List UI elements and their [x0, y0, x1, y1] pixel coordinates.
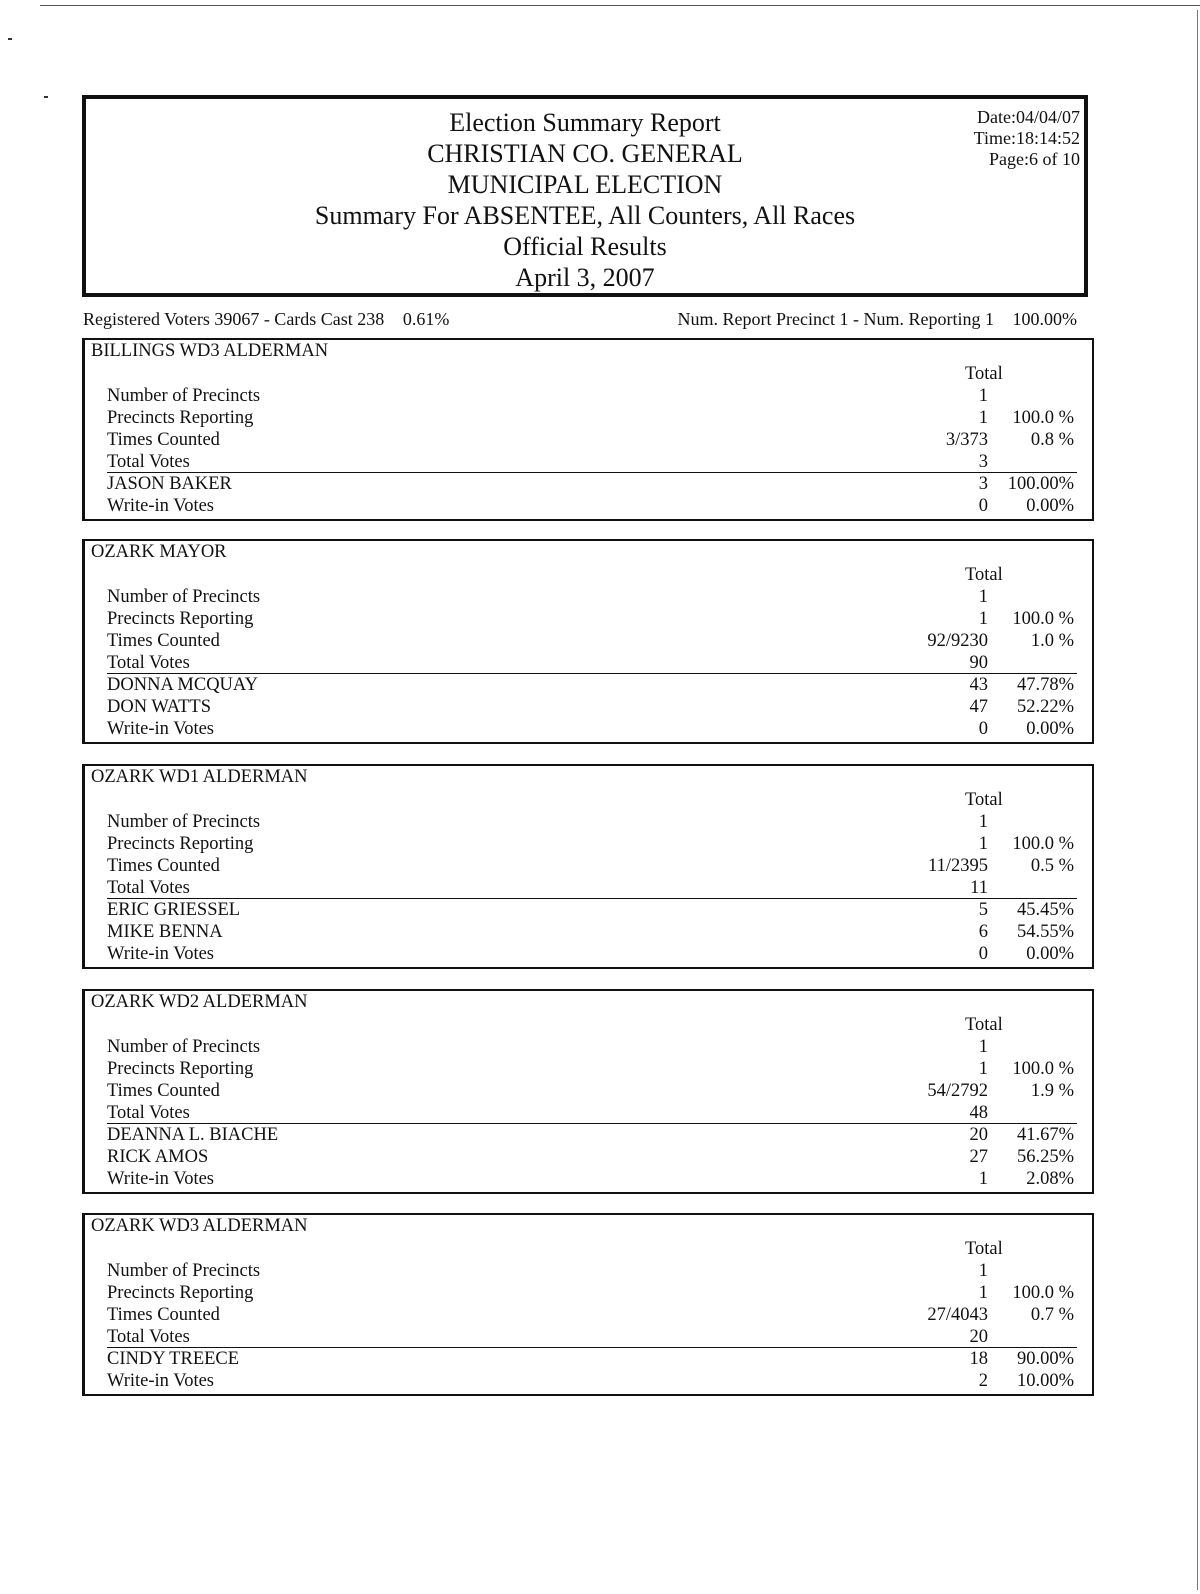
row-label: Write-in Votes — [107, 1169, 214, 1189]
row-percent: 90.00% — [1016, 1349, 1074, 1369]
row-percent: 100.0 % — [1012, 609, 1074, 629]
stat-row — [85, 855, 1092, 877]
race-box — [82, 338, 1094, 521]
summary-scope: Summary For ABSENTEE, All Counters, All Races — [314, 201, 856, 230]
total-column-header: Total — [965, 790, 1003, 810]
row-total: 1 — [978, 1283, 988, 1303]
row-total: 5 — [978, 900, 988, 920]
stat-row — [85, 1102, 1092, 1124]
results-status: Official Results — [503, 232, 667, 261]
row-total: 0 — [978, 496, 988, 516]
row-label: Times Counted — [107, 631, 220, 651]
row-percent: 1.0 % — [1030, 631, 1074, 651]
scan-right-edge — [1197, 10, 1198, 1590]
row-percent: 1.9 % — [1030, 1081, 1074, 1101]
stat-row — [85, 1326, 1092, 1348]
reporting-text: Num. Report Precinct 1 - Num. Reporting 1 — [677, 309, 994, 329]
row-label: JASON BAKER — [107, 474, 232, 494]
row-total: 1 — [978, 834, 988, 854]
candidate-row — [85, 921, 1092, 943]
row-label: Number of Precincts — [107, 812, 261, 832]
candidate-row — [85, 495, 1092, 517]
row-label: Times Counted — [107, 1081, 220, 1101]
row-label: Total Votes — [107, 878, 190, 898]
row-total: 1 — [978, 408, 988, 428]
stat-row — [85, 630, 1092, 652]
row-total: 1 — [978, 609, 988, 629]
row-percent: 45.45% — [1016, 900, 1074, 920]
row-total: 1 — [978, 587, 988, 607]
row-label: CINDY TREECE — [107, 1349, 240, 1369]
reporting-summary — [678, 309, 1077, 330]
race-title: OZARK WD2 ALDERMAN — [91, 992, 308, 1012]
row-label: Write-in Votes — [107, 719, 214, 739]
stat-row — [85, 608, 1092, 630]
scan-speck — [8, 38, 12, 40]
candidate-row — [85, 943, 1092, 965]
scan-speck — [44, 96, 48, 98]
stat-row — [85, 877, 1092, 899]
row-label: Number of Precincts — [107, 386, 261, 406]
stat-row — [85, 1260, 1092, 1282]
row-percent: 0.7 % — [1030, 1305, 1074, 1325]
row-label: ERIC GRIESSEL — [107, 900, 241, 920]
race-title: OZARK WD3 ALDERMAN — [91, 1216, 308, 1236]
row-percent: 100.00% — [1007, 474, 1074, 494]
row-total: 11 — [970, 878, 988, 898]
row-total: 0 — [978, 944, 988, 964]
candidate-row — [85, 1146, 1092, 1168]
stat-row — [85, 1058, 1092, 1080]
row-label: DON WATTS — [107, 697, 211, 717]
stat-row — [85, 429, 1092, 451]
row-percent: 0.00% — [1026, 719, 1074, 739]
stat-row — [85, 1304, 1092, 1326]
row-percent: 56.25% — [1016, 1147, 1074, 1167]
race-title: BILLINGS WD3 ALDERMAN — [91, 341, 329, 361]
row-label: Precincts Reporting — [107, 834, 254, 854]
race-box — [82, 539, 1094, 744]
cards-cast-percent: 0.61% — [402, 309, 450, 329]
total-column-header: Total — [965, 1239, 1003, 1259]
race-title: OZARK WD1 ALDERMAN — [91, 767, 308, 787]
row-percent: 0.5 % — [1030, 856, 1074, 876]
registered-voters-text: Registered Voters 39067 - Cards Cast 238 — [83, 309, 385, 329]
candidate-row — [85, 696, 1092, 718]
row-percent: 0.00% — [1026, 944, 1074, 964]
row-total: 54/2792 — [927, 1081, 988, 1101]
row-label: Precincts Reporting — [107, 1059, 254, 1079]
row-percent: 41.67% — [1016, 1125, 1074, 1145]
row-percent: 100.0 % — [1012, 1283, 1074, 1303]
race-box — [82, 989, 1094, 1194]
election-name: MUNICIPAL ELECTION — [447, 170, 723, 199]
report-title-block — [86, 107, 1084, 293]
row-label: RICK AMOS — [107, 1147, 209, 1167]
row-label: Write-in Votes — [107, 944, 214, 964]
row-total: 1 — [978, 1169, 988, 1189]
row-total: 11/2395 — [928, 856, 988, 876]
row-total: 47 — [969, 697, 988, 717]
report-date: Date:04/04/07 — [977, 107, 1080, 127]
row-label: Precincts Reporting — [107, 1283, 254, 1303]
candidate-row — [85, 674, 1092, 696]
row-total: 20 — [969, 1327, 988, 1347]
report-meta — [974, 107, 1080, 170]
row-label: Times Counted — [107, 856, 220, 876]
row-total: 92/9230 — [927, 631, 988, 651]
candidate-row — [85, 1348, 1092, 1370]
total-column-header: Total — [965, 565, 1003, 585]
election-date: April 3, 2007 — [515, 263, 655, 292]
stat-row — [85, 1036, 1092, 1058]
row-total: 1 — [978, 386, 988, 406]
row-total: 48 — [969, 1103, 988, 1123]
candidate-row — [85, 1370, 1092, 1392]
row-label: Number of Precincts — [107, 1037, 261, 1057]
stat-row — [85, 652, 1092, 674]
row-percent: 10.00% — [1016, 1371, 1074, 1391]
row-percent: 100.0 % — [1012, 408, 1074, 428]
row-percent: 0.8 % — [1030, 430, 1074, 450]
row-total: 2 — [978, 1371, 988, 1391]
row-label: Write-in Votes — [107, 1371, 214, 1391]
stat-row — [85, 407, 1092, 429]
row-label: Precincts Reporting — [107, 609, 254, 629]
row-label: Number of Precincts — [107, 587, 261, 607]
candidate-row — [85, 1124, 1092, 1146]
row-total: 27 — [969, 1147, 988, 1167]
row-label: DONNA MCQUAY — [107, 675, 258, 695]
row-label: MIKE BENNA — [107, 922, 223, 942]
row-total: 3 — [978, 452, 988, 472]
row-total: 6 — [978, 922, 988, 942]
race-box — [82, 764, 1094, 969]
row-percent: 100.0 % — [1012, 834, 1074, 854]
row-total: 18 — [969, 1349, 988, 1369]
row-percent: 100.0 % — [1012, 1059, 1074, 1079]
row-total: 90 — [969, 653, 988, 673]
row-percent: 0.00% — [1026, 496, 1074, 516]
scan-top-edge — [40, 5, 1200, 6]
row-total: 1 — [978, 1261, 988, 1281]
candidate-row — [85, 1168, 1092, 1190]
candidate-row — [85, 899, 1092, 921]
row-label: Total Votes — [107, 1103, 190, 1123]
row-total: 20 — [969, 1125, 988, 1145]
row-label: Total Votes — [107, 653, 190, 673]
row-total: 1 — [978, 812, 988, 832]
stat-row — [85, 1282, 1092, 1304]
page-number: Page:6 of 10 — [989, 149, 1080, 169]
row-label: Total Votes — [107, 1327, 190, 1347]
stat-row — [85, 586, 1092, 608]
reporting-percent: 100.00% — [1012, 309, 1077, 329]
race-title: OZARK MAYOR — [91, 542, 227, 562]
row-total: 27/4043 — [927, 1305, 988, 1325]
report-header — [82, 95, 1088, 297]
row-label: Write-in Votes — [107, 496, 214, 516]
total-column-header: Total — [965, 364, 1003, 384]
row-label: Number of Precincts — [107, 1261, 261, 1281]
registered-voters-summary — [83, 309, 449, 330]
row-label: Times Counted — [107, 1305, 220, 1325]
row-total: 43 — [969, 675, 988, 695]
race-box — [82, 1213, 1094, 1396]
stat-row — [85, 833, 1092, 855]
stat-row — [85, 811, 1092, 833]
row-percent: 54.55% — [1016, 922, 1074, 942]
row-total: 1 — [978, 1037, 988, 1057]
row-total: 0 — [978, 719, 988, 739]
county-name: CHRISTIAN CO. GENERAL — [427, 139, 743, 168]
row-total: 3 — [978, 474, 988, 494]
row-label: Times Counted — [107, 430, 220, 450]
stat-row — [85, 451, 1092, 473]
row-label: DEANNA L. BIACHE — [107, 1125, 279, 1145]
row-total: 3/373 — [945, 430, 988, 450]
candidate-row — [85, 473, 1092, 495]
report-time: Time:18:14:52 — [973, 128, 1080, 148]
row-percent: 2.08% — [1026, 1169, 1074, 1189]
row-label: Total Votes — [107, 452, 190, 472]
row-label: Precincts Reporting — [107, 408, 254, 428]
report-title: Election Summary Report — [449, 108, 721, 137]
stat-row — [85, 1080, 1092, 1102]
row-percent: 47.78% — [1016, 675, 1074, 695]
stat-row — [85, 385, 1092, 407]
candidate-row — [85, 718, 1092, 740]
row-percent: 52.22% — [1016, 697, 1074, 717]
row-total: 1 — [978, 1059, 988, 1079]
total-column-header: Total — [965, 1015, 1003, 1035]
